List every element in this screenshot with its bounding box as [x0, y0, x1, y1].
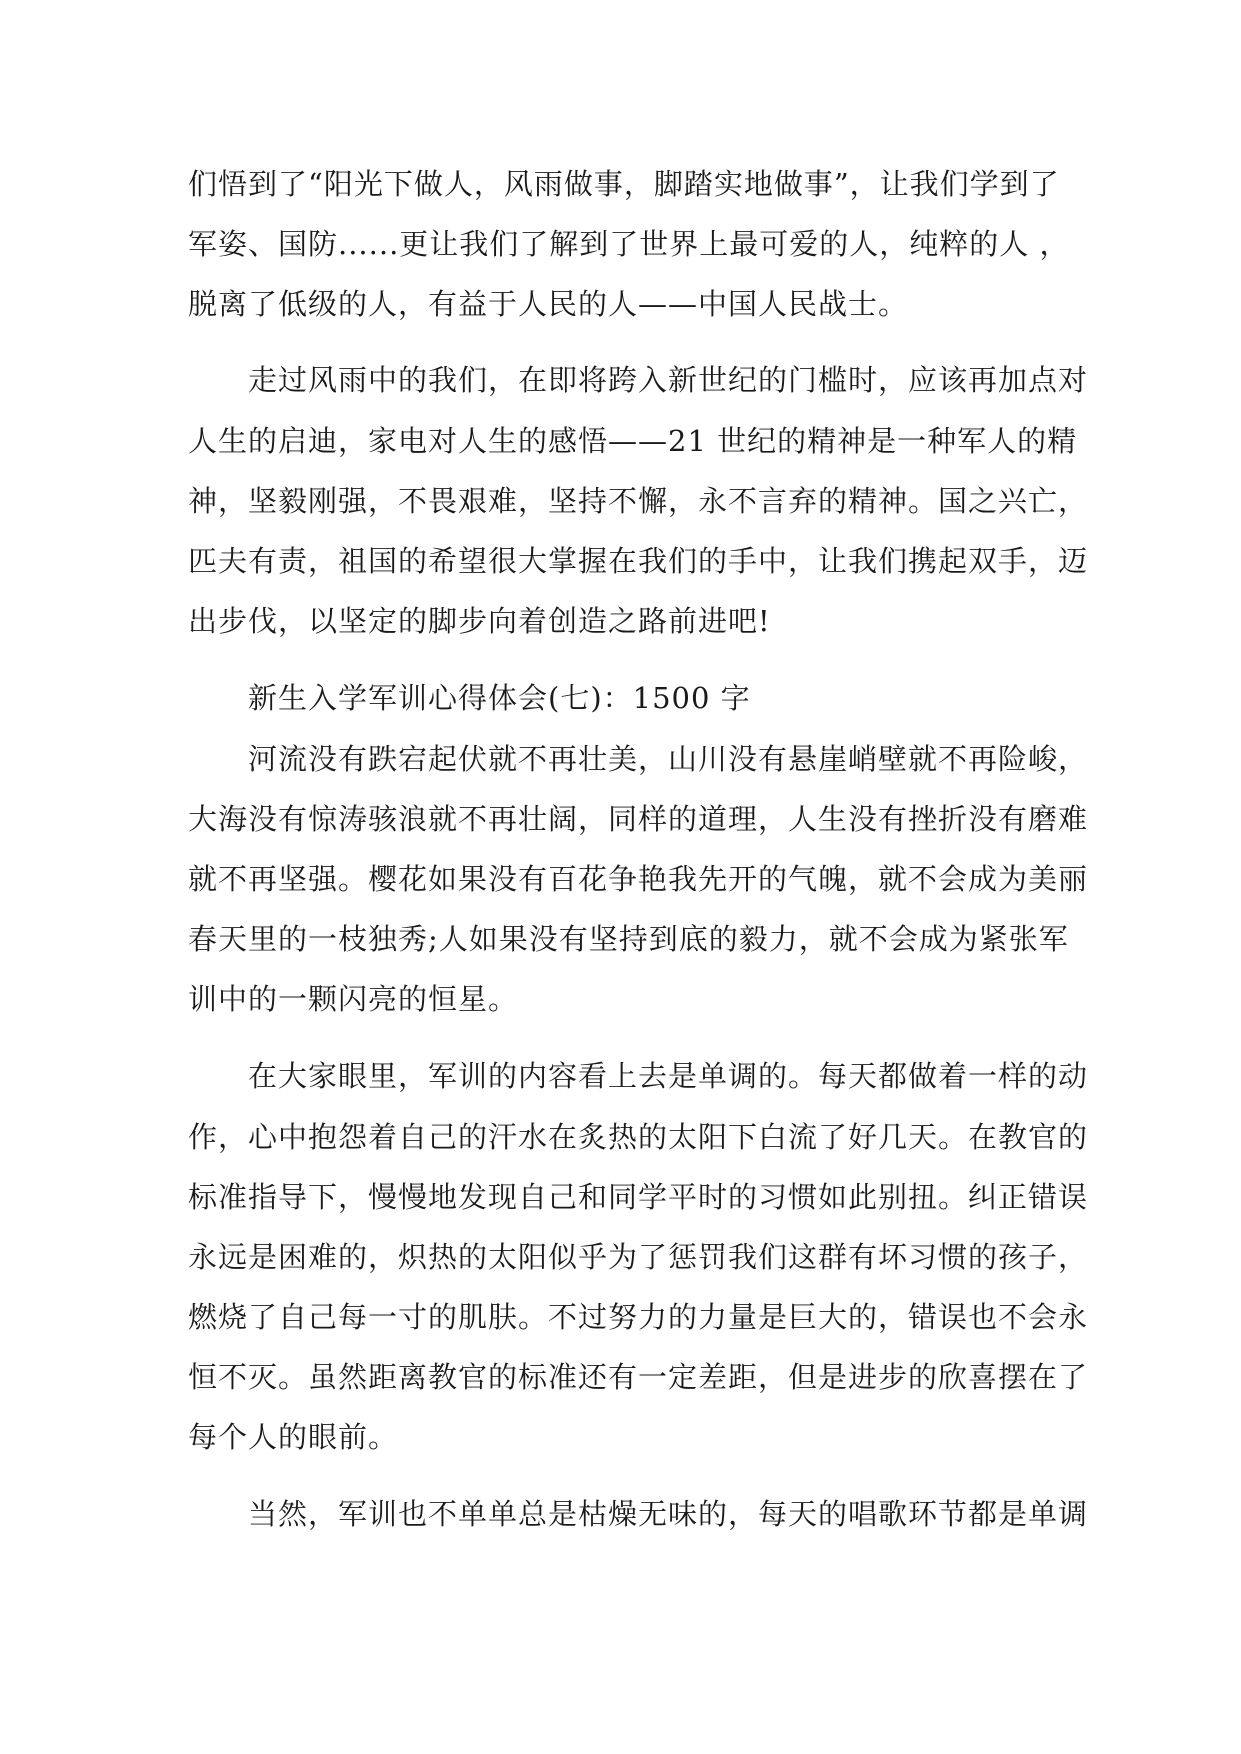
text-line: 燃烧了自己每一寸的肌肤。不过努力的力量是巨大的，错误也不会永: [188, 1300, 1089, 1334]
text-line: 出步伐，以坚定的脚步向着创造之路前进吧!: [188, 604, 771, 638]
paragraph-start-line: 走过风雨中的我们，在即将跨入新世纪的门槛时，应该再加点对: [248, 363, 1089, 397]
text-line: 神，坚毅刚强，不畏艰难，坚持不懈，永不言弃的精神。国之兴亡，: [188, 484, 1089, 518]
text-line: 大海没有惊涛骇浪就不再壮阔，同样的道理，人生没有挫折没有磨难: [188, 802, 1089, 836]
paragraph-start-line: 河流没有跌宕起伏就不再壮美，山川没有悬崖峭壁就不再险峻，: [248, 742, 1089, 776]
paragraph-start-line: 在大家眼里，军训的内容看上去是单调的。每天都做着一样的动: [248, 1059, 1089, 1093]
paragraph-start-line: 当然，军训也不单单总是枯燥无味的，每天的唱歌环节都是单调: [248, 1497, 1089, 1531]
text-line: 恒不灭。虽然距离教官的标准还有一定差距，但是进步的欣喜摆在了: [188, 1360, 1089, 1394]
text-line: 作，心中抱怨着自己的汗水在炙热的太阳下白流了好几天。在教官的: [188, 1120, 1089, 1154]
text-line: 匹夫有责，祖国的希望很大掌握在我们的手中，让我们携起双手，迈: [188, 544, 1089, 578]
text-line: 脱离了低级的人，有益于人民的人——中国人民战士。: [188, 287, 909, 321]
text-line: 永远是困难的，炽热的太阳似乎为了惩罚我们这群有坏习惯的孩子，: [188, 1240, 1089, 1274]
text-line: 军姿、国防......更让我们了解到了世界上最可爱的人，纯粹的人 ，: [188, 227, 1070, 261]
text-line: 就不再坚强。樱花如果没有百花争艳我先开的气魄，就不会成为美丽: [188, 862, 1089, 896]
text-line: 们悟到了“阳光下做人，风雨做事，脚踏实地做事”，让我们学到了: [188, 167, 1060, 201]
text-line: 人生的启迪，家电对人生的感悟——21 世纪的精神是一种军人的精: [188, 424, 1078, 458]
text-line: 训中的一颗闪亮的恒星。: [188, 982, 519, 1016]
section-heading: 新生入学军训心得体会(七)：1500 字: [248, 681, 751, 715]
text-line: 标准指导下，慢慢地发现自己和同学平时的习惯如此别扭。纠正错误: [188, 1180, 1089, 1214]
text-line: 每个人的眼前。: [188, 1420, 399, 1454]
text-line: 春天里的一枝独秀;人如果没有坚持到底的毅力，就不会成为紧张军: [188, 922, 1069, 956]
